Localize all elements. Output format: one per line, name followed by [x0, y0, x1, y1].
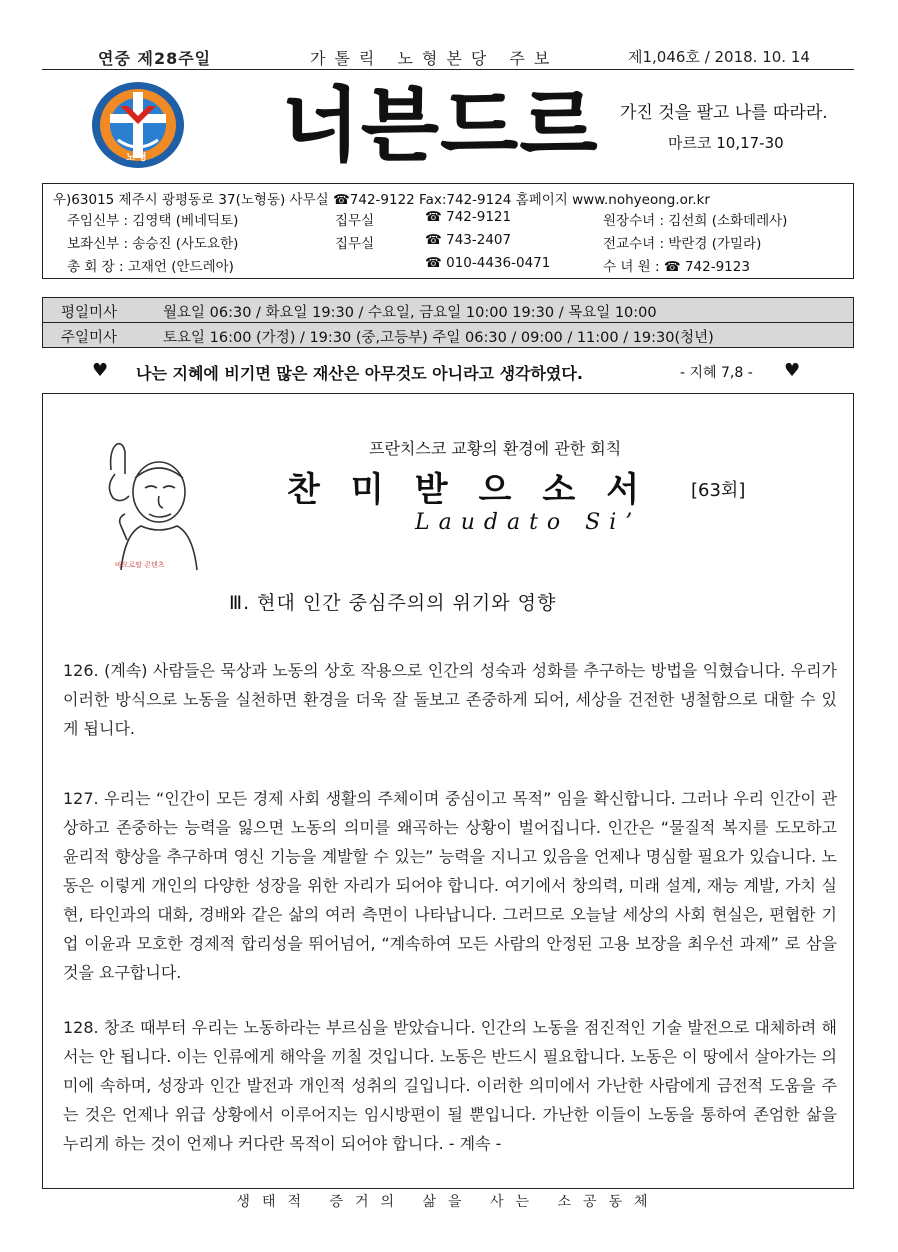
paragraph-127: 127. 우리는 “인간이 모든 경제 사회 생활의 주체이며 중심이고 목적” 임을 확신합니다. 그러나 우리 인간이 관상하고 존중하는 능력을 잃으면 노동의 의미를 왜곡하는 상황이 벌어집니다. 인간은 “물질적 복지를 도모하고 윤리적 향상을 추구하며 영신 기능을 계발할 수 있는” 능력을 지니고 있음을 언제나 명심할 필요가 있습니다. 노동은 이렇게 개인의 다양한 성장을 위한 자리가 되어야 합니다. 여기에서 창의력, 미래 설계, 재능 계발, 가치 실현, 타인과의 대화, 경배와 같은 삶의 여러 측면이 나타납니다. 그러므로 오늘날 세상의 사회 현실은, 편협한 기업 이윤과 모호한 경제적 합리성을 뛰어넘어, “계속하여 모든 사람의 안정된 고용 보장을 최우선 과제” 로 삼을 것을 요구합니다.	[63, 789, 837, 982]
weekday-label: 평일미사	[61, 305, 118, 321]
pope-illustration	[91, 430, 201, 570]
motto-reference: 마르코 10,17-30	[668, 134, 784, 152]
bulletin-name: 가톨릭 노형본당 주보	[310, 49, 559, 68]
weekday-mass-row	[43, 298, 853, 323]
paragraph-126: 126. (계속) 사람들은 묵상과 노동의 상호 작용으로 인간의 성숙과 성화를 추구하는 방법을 익혔습니다. 우리가 이러한 방식으로 노동을 실천하면 환경을 더욱 잘 돌보고 존중하게 되어, 세상을 건전한 냉철함으로 대할 수 있게 됩니다.	[63, 661, 837, 738]
liturgical-season: 연중 제28주일	[98, 49, 212, 68]
role2-text: 원장수녀 : 김선희 (소화데레사)	[603, 213, 788, 229]
phone-text: ☎ 010-4436-0471	[425, 255, 551, 271]
phone-text: ☎ 742-9121	[425, 209, 512, 225]
article-box	[42, 393, 854, 1189]
role2-text: 수 녀 원 : ☎ 742-9123	[603, 259, 750, 275]
verse-reference: - 지혜 7,8 -	[680, 365, 753, 381]
phone-text: ☎ 743-2407	[425, 232, 512, 248]
sunday-mass-row	[43, 323, 853, 348]
office-text: 집무실	[335, 236, 375, 252]
issue-date: 제1,046호 / 2018. 10. 14	[628, 48, 810, 66]
masthead-title: 너븐드르	[282, 79, 600, 172]
parish-logo	[90, 80, 186, 170]
role-text: 보좌신부 : 송승진 (사도요한)	[67, 236, 239, 252]
sunday-schedule: 토요일 16:00 (가정) / 19:30 (중,고등부) 주일 06:30 / 09:00 / 11:00 / 19:30(청년)	[163, 330, 714, 346]
footer-slogan: 생태적 증거의 삶을 사는 소공동체	[236, 1194, 660, 1210]
sunday-label: 주일미사	[61, 330, 118, 346]
heart-icon: ♥	[784, 360, 801, 381]
address-line: 우)63015 제주시 광평동로 37(노형동) 사무실 ☎742-9122 Fax:742-9124 홈페이지 www.nohyeong.or.kr	[53, 192, 710, 208]
episode-number: [63회]	[691, 480, 746, 501]
office-text: 집무실	[335, 213, 375, 229]
latin-title: Laudato Si’	[415, 510, 642, 535]
pope-icon	[91, 430, 201, 570]
pope-caption: 바오로딸 콘텐츠	[115, 561, 165, 569]
paragraph-128: 128. 창조 때부터 우리는 노동하라는 부르심을 받았습니다. 인간의 노동을 점진적인 기술 발전으로 대체하려 해서는 안 됩니다. 이는 인류에게 해악을 끼칠 것입니다. 노동은 반드시 필요합니다. 노동은 이 땅에서 살아가는 의미에 속하며, 성장과 인간 발전과 개인적 성취의 길입니다. 이러한 의미에서 가난한 사람에게 금전적 도움을 주는 것은 언제나 위급 상황에서 이루어지는 임시방편이 될 뿐입니다. 가난한 이들이 노동을 통하여 존엄한 삶을 누리게 하는 것이 언제나 커다란 목적이 되어야 합니다. - 계속 -	[63, 1018, 837, 1153]
section-heading: Ⅲ. 현대 인간 중심주의의 위기와 영향	[229, 592, 557, 614]
mass-schedule	[42, 297, 854, 348]
role-text: 주임신부 : 김영택 (베네딕토)	[67, 213, 239, 229]
top-bar	[42, 44, 854, 70]
verse-text: 나는 지혜에 비기면 많은 재산은 아무것도 아니라고 생각하였다.	[136, 364, 583, 383]
article-title: 찬미받으소서	[287, 470, 671, 510]
info-row	[43, 209, 853, 231]
motto: 가진 것을 팔고 나를 따라라.	[620, 103, 828, 123]
logo-text: 노 형	[126, 153, 147, 163]
weekday-schedule: 월요일 06:30 / 화요일 19:30 / 수요일, 금요일 10:00 19:30 / 목요일 10:00	[163, 305, 657, 321]
article-kicker: 프란치스코 교황의 환경에 관한 회칙	[369, 439, 622, 458]
verse-line	[88, 360, 808, 384]
parish-info-box	[42, 183, 854, 279]
heart-icon: ♥	[92, 360, 109, 381]
info-row	[43, 255, 853, 277]
info-row	[43, 232, 853, 254]
role-text: 총 회 장 : 고재언 (안드레아)	[67, 259, 234, 275]
role2-text: 전교수녀 : 박란경 (가밀라)	[603, 236, 762, 252]
